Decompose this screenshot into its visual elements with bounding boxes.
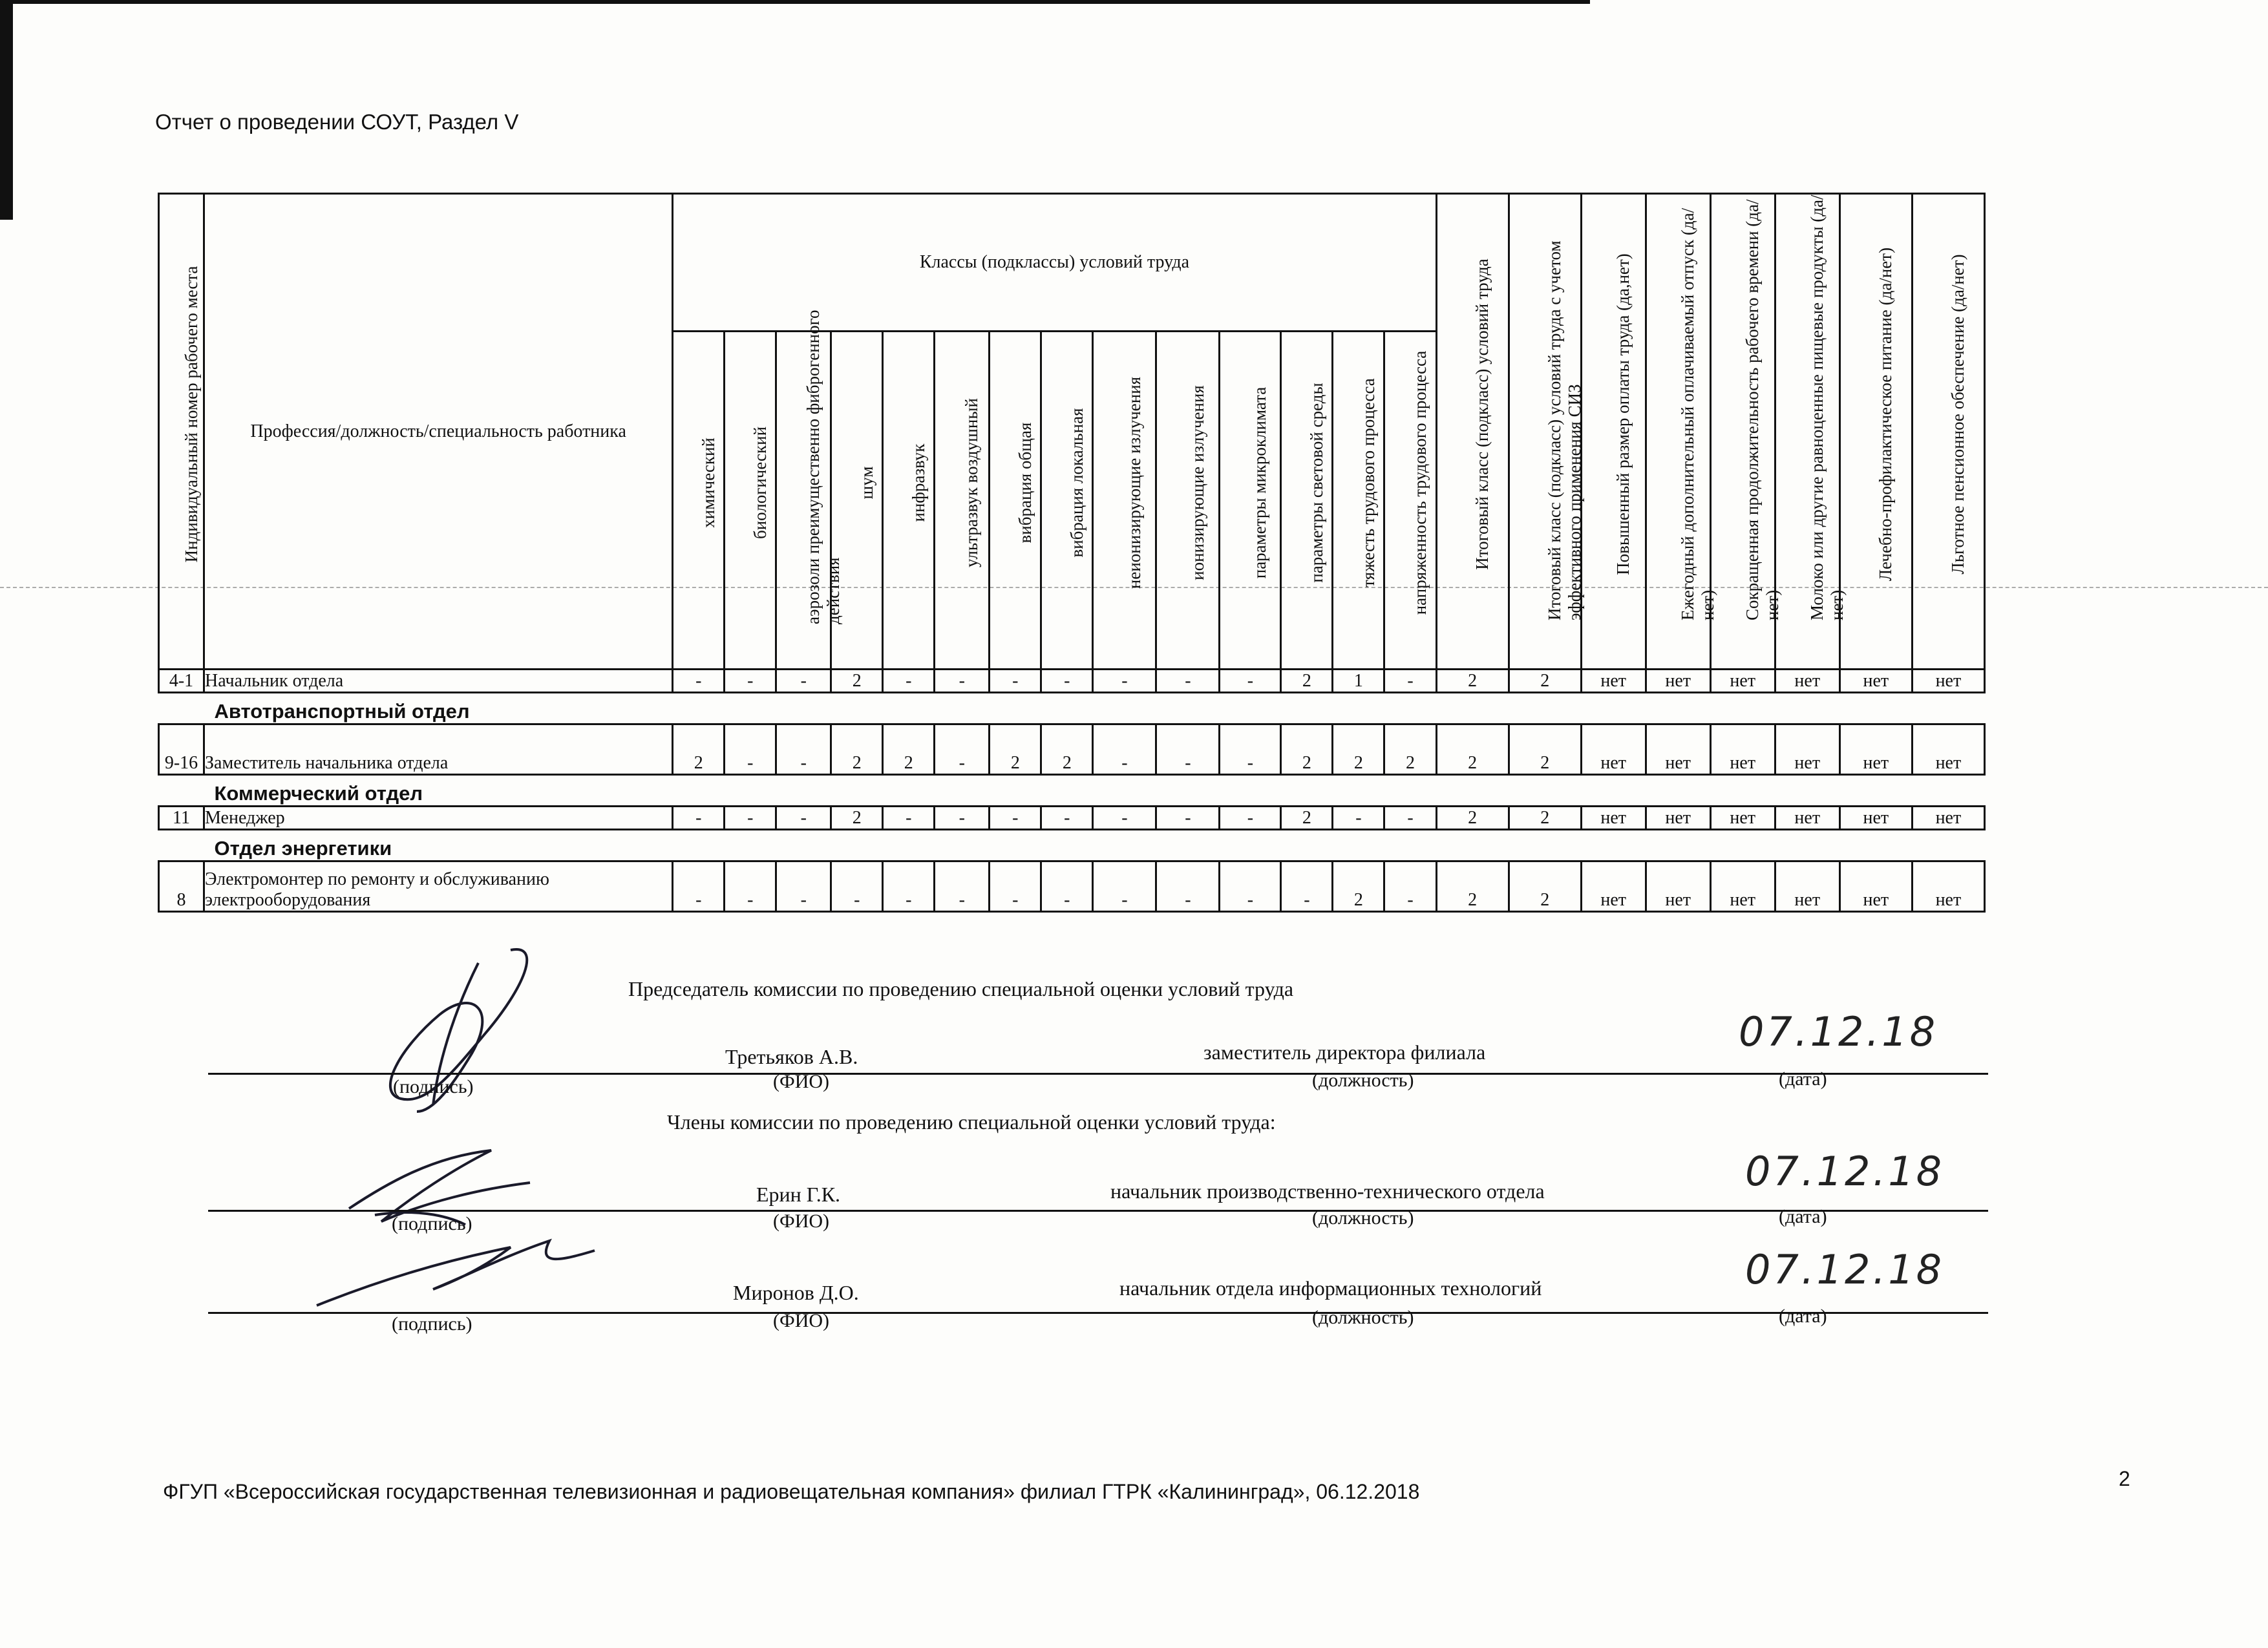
class-value-cell: нет	[1646, 724, 1710, 775]
footer-organization: ФГУП «Всероссийская государственная телевизионная и радиовещательная компания» филиал ГТРК «Калининград», 06.12.2018	[163, 1480, 1420, 1503]
class-value-cell: -	[883, 861, 935, 912]
class-value-cell: нет	[1839, 670, 1912, 693]
class-value-cell: 2	[990, 724, 1041, 775]
class-value-cell: -	[1220, 807, 1281, 830]
table-row	[159, 724, 1985, 775]
caption-signature: (подпись)	[392, 1213, 472, 1234]
class-value-cell: 2	[831, 807, 883, 830]
class-value-cell: -	[1220, 861, 1281, 912]
class-value-cell: -	[1041, 807, 1093, 830]
member-1-signature-line	[208, 1210, 1988, 1212]
class-value-cell: -	[883, 807, 935, 830]
class-value-cell: нет	[1912, 670, 1984, 693]
header-summary-col: Повышенный размер оплаты труда (да,нет)	[1581, 194, 1646, 670]
class-value-cell: 2	[1509, 861, 1581, 912]
section-header	[159, 837, 1985, 861]
class-value-cell: 2	[1509, 670, 1581, 693]
class-value-cell: нет	[1775, 861, 1839, 912]
class-value-cell: нет	[1581, 861, 1646, 912]
scan-left-edge	[0, 0, 13, 220]
class-value-cell: 2	[1333, 861, 1384, 912]
header-factor: шум	[831, 332, 883, 670]
caption-date: (дата)	[1779, 1206, 1827, 1227]
header-factor: неионизирующие излучения	[1093, 332, 1156, 670]
class-value-cell: -	[1156, 807, 1220, 830]
class-value-cell: нет	[1912, 807, 1984, 830]
caption-position: (должность)	[1312, 1070, 1414, 1091]
member-2-fio: Миронов Д.О.	[733, 1281, 859, 1304]
class-value-cell: 2	[1436, 861, 1509, 912]
header-factor: вибрация общая	[990, 332, 1041, 670]
workplace-number: 8	[159, 861, 204, 912]
class-value-cell: -	[1220, 670, 1281, 693]
header-summary-col: Сокращенная продолжительность рабочего времени (да/нет)	[1710, 194, 1775, 670]
class-value-cell: -	[1093, 861, 1156, 912]
class-value-cell: -	[1156, 670, 1220, 693]
header-factor: химический	[673, 332, 725, 670]
class-value-cell: 2	[883, 724, 935, 775]
class-value-cell: -	[776, 807, 831, 830]
class-value-cell: нет	[1710, 807, 1775, 830]
class-value-cell: нет	[1912, 724, 1984, 775]
class-value-cell: нет	[1775, 724, 1839, 775]
class-value-cell: -	[1093, 670, 1156, 693]
class-value-cell: -	[776, 670, 831, 693]
class-value-cell: нет	[1646, 670, 1710, 693]
caption-fio: (ФИО)	[773, 1310, 830, 1331]
class-value-cell: 2	[831, 724, 883, 775]
caption-fio: (ФИО)	[773, 1071, 830, 1092]
class-value-cell: нет	[1839, 807, 1912, 830]
header-factor: параметры микроклимата	[1220, 332, 1281, 670]
class-value-cell: 2	[1281, 807, 1333, 830]
class-value-cell: 2	[1281, 724, 1333, 775]
section-header	[159, 700, 1985, 724]
class-value-cell: 2	[1509, 807, 1581, 830]
caption-date: (дата)	[1779, 1068, 1827, 1090]
scan-top-edge	[0, 0, 1590, 4]
class-value-cell: нет	[1581, 724, 1646, 775]
caption-signature: (подпись)	[393, 1076, 474, 1097]
header-summary-col: Итоговый класс (подкласс) условий труда с учетом эффективного применения СИЗ	[1509, 194, 1581, 670]
caption-position: (должность)	[1312, 1307, 1414, 1328]
header-factor: ионизирующие излучения	[1156, 332, 1220, 670]
header-factor: параметры световой среды	[1281, 332, 1333, 670]
table-row	[159, 670, 1985, 693]
class-value-cell: -	[1384, 670, 1436, 693]
header-factor: биологический	[725, 332, 776, 670]
class-value-cell: -	[673, 807, 725, 830]
chair-date: 07.12.18	[1739, 1008, 1938, 1055]
class-value-cell: 2	[1436, 724, 1509, 775]
class-value-cell: нет	[1581, 670, 1646, 693]
class-value-cell: 1	[1333, 670, 1384, 693]
class-value-cell: нет	[1839, 861, 1912, 912]
class-value-cell: -	[1384, 807, 1436, 830]
header-summary-col: Льготное пенсионное обеспечение (да/нет)	[1912, 194, 1984, 670]
workplace-number: 9-16	[159, 724, 204, 775]
page-number: 2	[2119, 1467, 2130, 1490]
class-value-cell: -	[990, 861, 1041, 912]
chair-title: Председатель комиссии по проведению специальной оценки условий труда	[628, 977, 1294, 1000]
section-label: Коммерческий отдел	[214, 782, 423, 805]
header-factor: тяжесть трудового процесса	[1333, 332, 1384, 670]
class-value-cell: нет	[1912, 861, 1984, 912]
class-value-cell: -	[935, 807, 990, 830]
header-workplace-number: Индивидуальный номер рабочего места	[159, 194, 204, 670]
class-value-cell: 2	[1041, 724, 1093, 775]
class-value-cell: -	[990, 807, 1041, 830]
member-1-fio: Ерин Г.К.	[756, 1183, 841, 1206]
class-value-cell: -	[935, 861, 990, 912]
member-2-signature-image	[304, 1228, 608, 1318]
table-body	[159, 670, 1985, 912]
workplace-number: 4-1	[159, 670, 204, 693]
class-value-cell: -	[1093, 807, 1156, 830]
class-value-cell: нет	[1839, 724, 1912, 775]
class-value-cell: нет	[1710, 724, 1775, 775]
class-value-cell: -	[1281, 861, 1333, 912]
class-value-cell: -	[1093, 724, 1156, 775]
class-value-cell: нет	[1775, 670, 1839, 693]
class-value-cell: -	[1220, 724, 1281, 775]
header-summary-col: Молоко или другие равноценные пищевые продукты (да/нет)	[1775, 194, 1839, 670]
header-summary-col: Ежегодный дополнительный оплачиваемый отпуск (да/нет)	[1646, 194, 1710, 670]
class-value-cell: -	[1333, 807, 1384, 830]
class-value-cell: нет	[1646, 807, 1710, 830]
header-summary-col: Лечебно-профилактическое питание (да/нет)	[1839, 194, 1912, 670]
section-header	[159, 782, 1985, 807]
member-2-date: 07.12.18	[1745, 1246, 1945, 1293]
caption-position: (должность)	[1312, 1207, 1414, 1229]
header-factor: вибрация локальная	[1041, 332, 1093, 670]
class-value-cell: -	[725, 807, 776, 830]
chair-signature-line	[208, 1073, 1988, 1075]
chair-position: заместитель директора филиала	[1203, 1041, 1486, 1064]
class-value-cell: -	[1041, 861, 1093, 912]
class-value-cell: нет	[1710, 670, 1775, 693]
class-value-cell: -	[883, 670, 935, 693]
class-value-cell: 2	[1436, 807, 1509, 830]
member-1-date: 07.12.18	[1745, 1148, 1945, 1195]
class-value-cell: -	[1156, 861, 1220, 912]
member-2-position: начальник отдела информационных технологий	[1119, 1276, 1542, 1300]
class-value-cell: нет	[1710, 861, 1775, 912]
results-table	[158, 193, 1986, 913]
class-value-cell: -	[673, 670, 725, 693]
profession-name: Электромонтер по ремонту и обслуживанию электрооборудования	[204, 861, 673, 912]
class-value-cell: -	[725, 861, 776, 912]
class-value-cell: -	[776, 861, 831, 912]
caption-fio: (ФИО)	[773, 1210, 830, 1232]
class-value-cell: -	[935, 670, 990, 693]
section-label: Отдел энергетики	[214, 837, 392, 860]
class-value-cell: нет	[1581, 807, 1646, 830]
header-classes-group: Классы (подклассы) условий труда	[673, 194, 1436, 332]
profession-name: Начальник отдела	[204, 670, 673, 693]
header-factor: напряженность трудового процесса	[1384, 332, 1436, 670]
caption-signature: (подпись)	[392, 1313, 472, 1335]
workplace-number: 11	[159, 807, 204, 830]
table-row	[159, 807, 1985, 830]
member-2-signature-line	[208, 1312, 1988, 1314]
class-value-cell: -	[673, 861, 725, 912]
report-title: Отчет о проведении СОУТ, Раздел V	[155, 110, 519, 134]
profession-name: Менеджер	[204, 807, 673, 830]
header-summary-col: Итоговый класс (подкласс) условий труда	[1436, 194, 1509, 670]
profession-name: Заместитель начальника отдела	[204, 724, 673, 775]
class-value-cell: 2	[1436, 670, 1509, 693]
class-value-cell: -	[1156, 724, 1220, 775]
header-profession: Профессия/должность/специальность работника	[204, 194, 673, 670]
header-factor: ультразвук воздушный	[935, 332, 990, 670]
class-value-cell: -	[1384, 861, 1436, 912]
members-title: Члены комиссии по проведению специальной оценки условий труда:	[667, 1110, 1276, 1134]
class-value-cell: -	[831, 861, 883, 912]
header-factor: инфразвук	[883, 332, 935, 670]
class-value-cell: -	[725, 724, 776, 775]
class-value-cell: -	[1041, 670, 1093, 693]
header-factor: аэрозоли преимущественно фиброгенного действия	[776, 332, 831, 670]
class-value-cell: нет	[1646, 861, 1710, 912]
class-value-cell: -	[935, 724, 990, 775]
class-value-cell: 2	[1384, 724, 1436, 775]
class-value-cell: 2	[1281, 670, 1333, 693]
chair-fio: Третьяков А.В.	[725, 1045, 858, 1068]
class-value-cell: -	[725, 670, 776, 693]
class-value-cell: 2	[1509, 724, 1581, 775]
caption-date: (дата)	[1779, 1305, 1827, 1327]
section-label: Автотранспортный отдел	[214, 700, 470, 723]
class-value-cell: -	[776, 724, 831, 775]
table-row	[159, 861, 1985, 912]
class-value-cell: нет	[1775, 807, 1839, 830]
member-1-position: начальник производственно-технического отдела	[1110, 1179, 1545, 1203]
class-value-cell: 2	[1333, 724, 1384, 775]
class-value-cell: 2	[831, 670, 883, 693]
class-value-cell: -	[990, 670, 1041, 693]
class-value-cell: 2	[673, 724, 725, 775]
